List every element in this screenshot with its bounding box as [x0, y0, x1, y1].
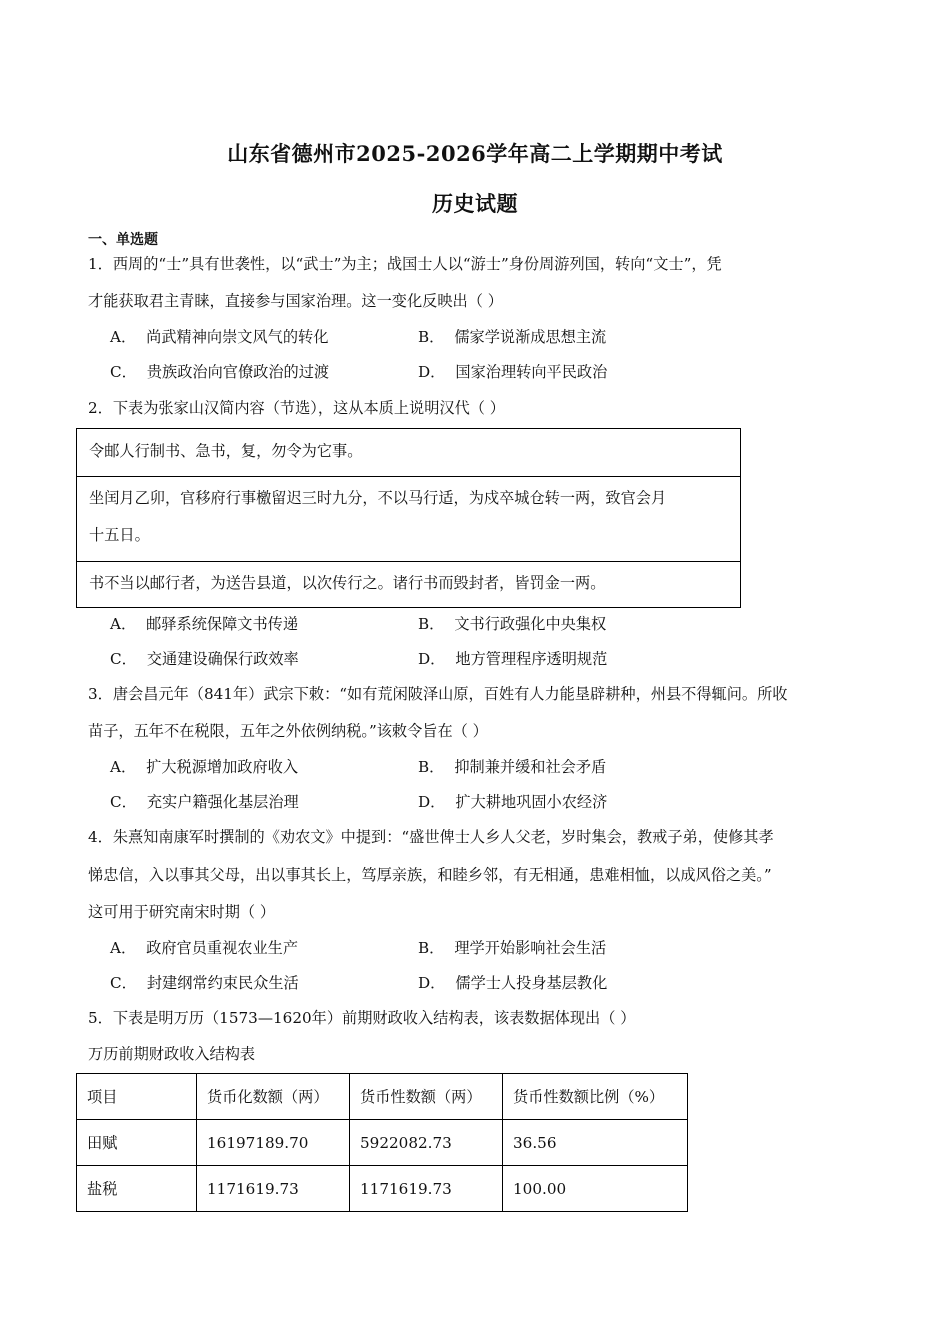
option-text: 贵族政治向官僚政治的过渡	[146, 363, 330, 381]
option-text: 理学开始影响社会生活	[454, 939, 607, 957]
q5-table-caption: 万历前期财政收入结构表	[88, 1045, 256, 1063]
option-key: B．	[418, 758, 445, 776]
q3-option-b[interactable]	[418, 756, 606, 777]
option-text: 国家治理转向平民政治	[455, 363, 608, 381]
table-cell: 36.56	[503, 1120, 688, 1166]
table-cell: 田赋	[77, 1120, 197, 1166]
q3-option-d[interactable]	[418, 791, 607, 812]
q3-stem-line1: 3．唐会昌元年（841年）武宗下敕：“如有荒闲陂泽山原，百姓有人力能垦辟耕种，州县不得辄问。所收	[88, 685, 788, 703]
q1-option-c[interactable]	[110, 361, 329, 382]
q2-option-c[interactable]	[110, 648, 299, 669]
option-key: C．	[110, 793, 137, 811]
q3-option-a[interactable]	[110, 756, 298, 777]
option-key: A．	[110, 758, 137, 776]
q4-option-a[interactable]	[110, 937, 298, 958]
option-text: 扩大耕地巩固小农经济	[455, 793, 608, 811]
q2-source-table	[76, 428, 741, 608]
option-text: 儒家学说渐成思想主流	[454, 328, 607, 346]
table-divider	[77, 476, 740, 477]
q2-table-row3: 书不当以邮行者，为送告县道，以次传行之。诸行书而毁封者，皆罚金一两。	[89, 574, 606, 592]
q4-stem-line3: 这可用于研究南宋时期（ ）	[88, 903, 276, 921]
option-text: 抑制兼并缓和社会矛盾	[454, 758, 607, 776]
option-text: 文书行政强化中央集权	[454, 615, 607, 633]
table-header-cell: 货币性数额比例（%）	[503, 1074, 688, 1120]
table-divider	[77, 561, 740, 562]
table-row	[77, 1120, 688, 1166]
table-cell: 5922082.73	[350, 1120, 503, 1166]
q5-stem: 5．下表是明万历（1573—1620年）前期财政收入结构表，该表数据体现出（ ）	[88, 1009, 636, 1027]
section-heading: 一、单选题	[88, 232, 158, 248]
q2-option-b[interactable]	[418, 613, 606, 634]
option-key: A．	[110, 939, 137, 957]
q4-stem-line1: 4．朱熹知南康军时撰制的《劝农文》中提到：“盛世俾士人乡人父老，岁时集会，教戒子弟，使修其孝	[88, 828, 774, 846]
q1-option-d[interactable]	[418, 361, 607, 382]
option-key: A．	[110, 328, 137, 346]
q1-stem-line2: 才能获取君主青睐，直接参与国家治理。这一变化反映出（ ）	[88, 292, 503, 310]
q2-table-row1: 令邮人行制书、急书，复，勿令为它事。	[89, 442, 363, 460]
exam-title: 山东省德州市2025-2026学年高二上学期期中考试	[227, 141, 723, 166]
option-text: 政府官员重视农业生产	[146, 939, 299, 957]
q4-stem-line2: 悌忠信，入以事其父母，出以事其长上，笃厚亲族，和睦乡邻，有无相通，患难相恤，以成风俗之美。”	[88, 866, 772, 884]
option-key: D．	[418, 793, 446, 811]
option-text: 封建纲常约束民众生活	[146, 974, 299, 992]
q1-option-a[interactable]	[110, 326, 328, 347]
option-key: D．	[418, 650, 446, 668]
option-text: 充实户籍强化基层治理	[146, 793, 299, 811]
table-header-cell: 项目	[77, 1074, 197, 1120]
table-header-cell: 货币化数额（两）	[197, 1074, 350, 1120]
option-key: D．	[418, 974, 446, 992]
option-key: B．	[418, 615, 445, 633]
option-text: 交通建设确保行政效率	[146, 650, 299, 668]
q2-option-d[interactable]	[418, 648, 607, 669]
option-key: D．	[418, 363, 446, 381]
q2-option-a[interactable]	[110, 613, 298, 634]
q4-option-b[interactable]	[418, 937, 606, 958]
option-text: 儒学士人投身基层教化	[455, 974, 608, 992]
table-cell: 16197189.70	[197, 1120, 350, 1166]
q4-option-c[interactable]	[110, 972, 299, 993]
option-key: C．	[110, 650, 137, 668]
q1-stem-line1: 1．西周的“士”具有世袭性，以“武士”为主；战国士人以“游士”身份周游列国，转向“文士”，凭	[88, 255, 722, 273]
option-text: 邮驿系统保障文书传递	[146, 615, 299, 633]
table-header-row	[77, 1074, 688, 1120]
table-cell: 盐税	[77, 1166, 197, 1212]
option-key: B．	[418, 328, 445, 346]
table-cell: 100.00	[503, 1166, 688, 1212]
q2-table-row2-line1: 坐闰月乙卯，官移府行事檄留迟三时九分，不以马行适，为戍卒城仓转一两，致官会月	[89, 489, 667, 507]
q3-stem-line2: 苗子，五年不在税限，五年之外依例纳税。”该敕令旨在（ ）	[88, 722, 488, 740]
option-text: 扩大税源增加政府收入	[146, 758, 299, 776]
option-key: C．	[110, 974, 137, 992]
option-text: 尚武精神向崇文风气的转化	[146, 328, 329, 346]
option-key: B．	[418, 939, 445, 957]
table-header-cell: 货币性数额（两）	[350, 1074, 503, 1120]
option-key: A．	[110, 615, 137, 633]
q4-option-d[interactable]	[418, 972, 607, 993]
q2-table-row2-line2: 十五日。	[89, 526, 150, 544]
exam-subtitle: 历史试题	[432, 191, 518, 216]
table-cell: 1171619.73	[197, 1166, 350, 1212]
table-cell: 1171619.73	[350, 1166, 503, 1212]
table-row	[77, 1166, 688, 1212]
option-text: 地方管理程序透明规范	[455, 650, 608, 668]
q2-stem: 2．下表为张家山汉简内容（节选），这从本质上说明汉代（ ）	[88, 399, 505, 417]
option-key: C．	[110, 363, 137, 381]
q3-option-c[interactable]	[110, 791, 299, 812]
q5-finance-table	[76, 1073, 688, 1212]
q1-option-b[interactable]	[418, 326, 606, 347]
